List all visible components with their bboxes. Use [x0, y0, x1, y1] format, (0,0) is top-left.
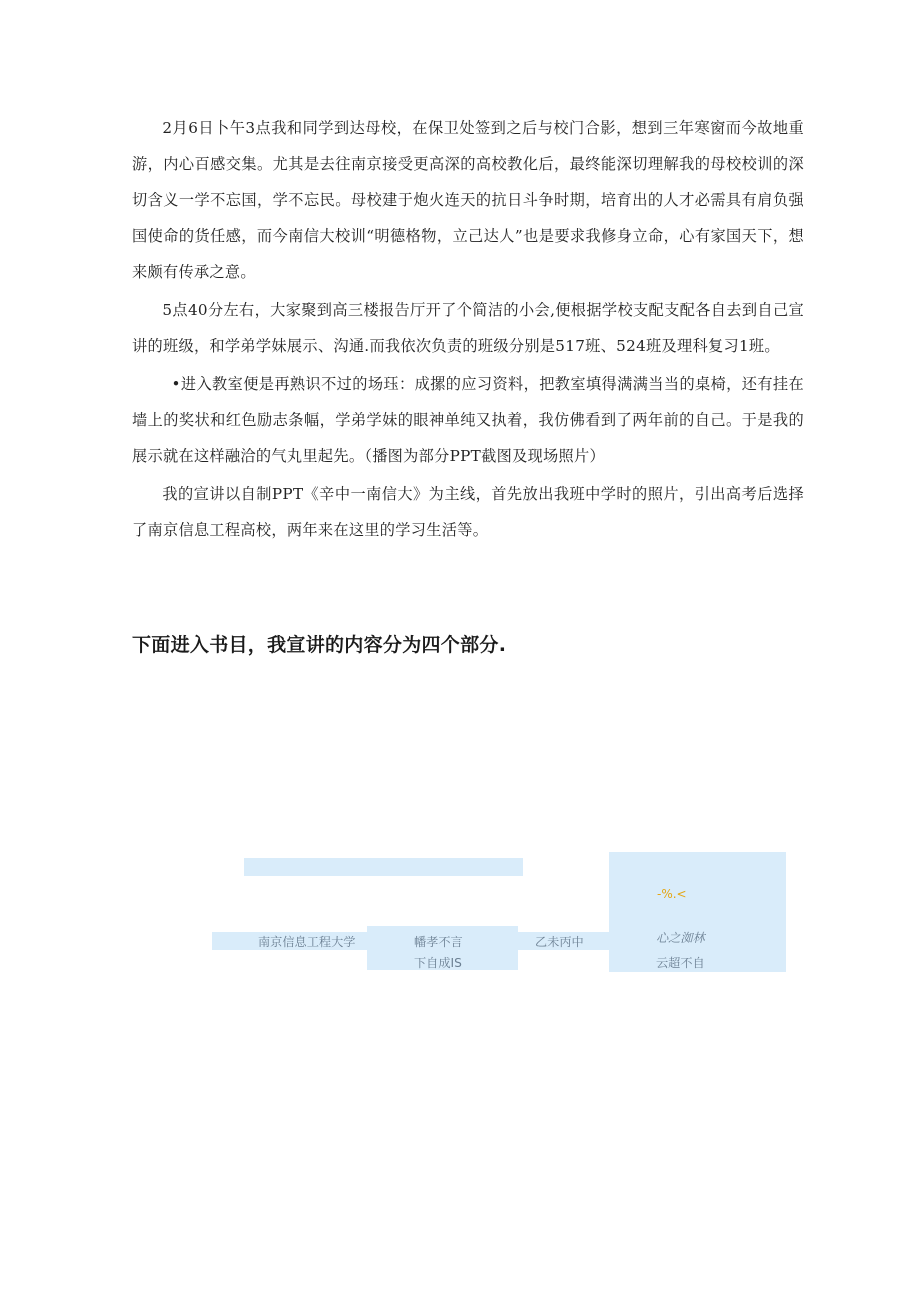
- motto1-line2-label: 下自成IS: [414, 956, 462, 970]
- right-panel-box: [609, 852, 786, 972]
- motto2-line1-label: 心之洳林: [656, 931, 705, 945]
- gold-mark-label: -%.<: [657, 887, 687, 901]
- motto2-line2-label: 云超不自: [656, 956, 705, 970]
- paragraph-ppt: 我的宣讲以自制PPT《辛中一南信大》为主线，首先放出我班中学时的照片，引出高考后选择了南京信息工程高校，两年来在这里的学习生活等。: [132, 485, 804, 539]
- yiwei-label: 乙未丙中: [535, 935, 584, 949]
- section-heading: 下面进入书目，我宣讲的内容分为四个部分.: [132, 634, 507, 656]
- top-bar-box: [244, 858, 523, 876]
- paragraph-meeting: 5点40分左右，大家聚到高三楼报告厅开了个简洁的小会,便根据学校支配支配各自去到自己宣讲的班级，和学弟学妹展示、沟通.而我依次负责的班级分别是517班、524班及理科复习1班。: [132, 301, 804, 355]
- paragraph-classroom: •进入教室便是再熟识不过的场珏：成摞的应习资料，把教室填得满满当当的桌椅，还有挂在墙上的奖状和红色励志条幅，学弟学妹的眼神单纯又执着，我仿佛看到了两年前的自己。于是我的展示就在这样融洽的气丸里起先。（播图为部分PPT截图及现场照片）: [132, 375, 804, 465]
- motto1-line1-label: 幡孝不言: [414, 935, 463, 949]
- nuist-label: 南京信息工程大学: [258, 935, 356, 949]
- body-text: [132, 110, 804, 548]
- paragraph-visit: 2月6日卜午3点我和同学到达母校，在保卫处签到之后与校门合影，想到三年寒窗而今故地重游，内心百感交集。尤其是去往南京接受更高深的高校教化后，最终能深切理解我的母校校训的深切含义一学不忘国，学不忘民。母校建于炮火连天的抗日斗争时期，培育出的人才必需具有肩负强国使命的货任感，而今南信大校训“明德格物，立己达人”也是要求我修身立命，心有家国天下，想来颇有传承之意。: [132, 119, 804, 281]
